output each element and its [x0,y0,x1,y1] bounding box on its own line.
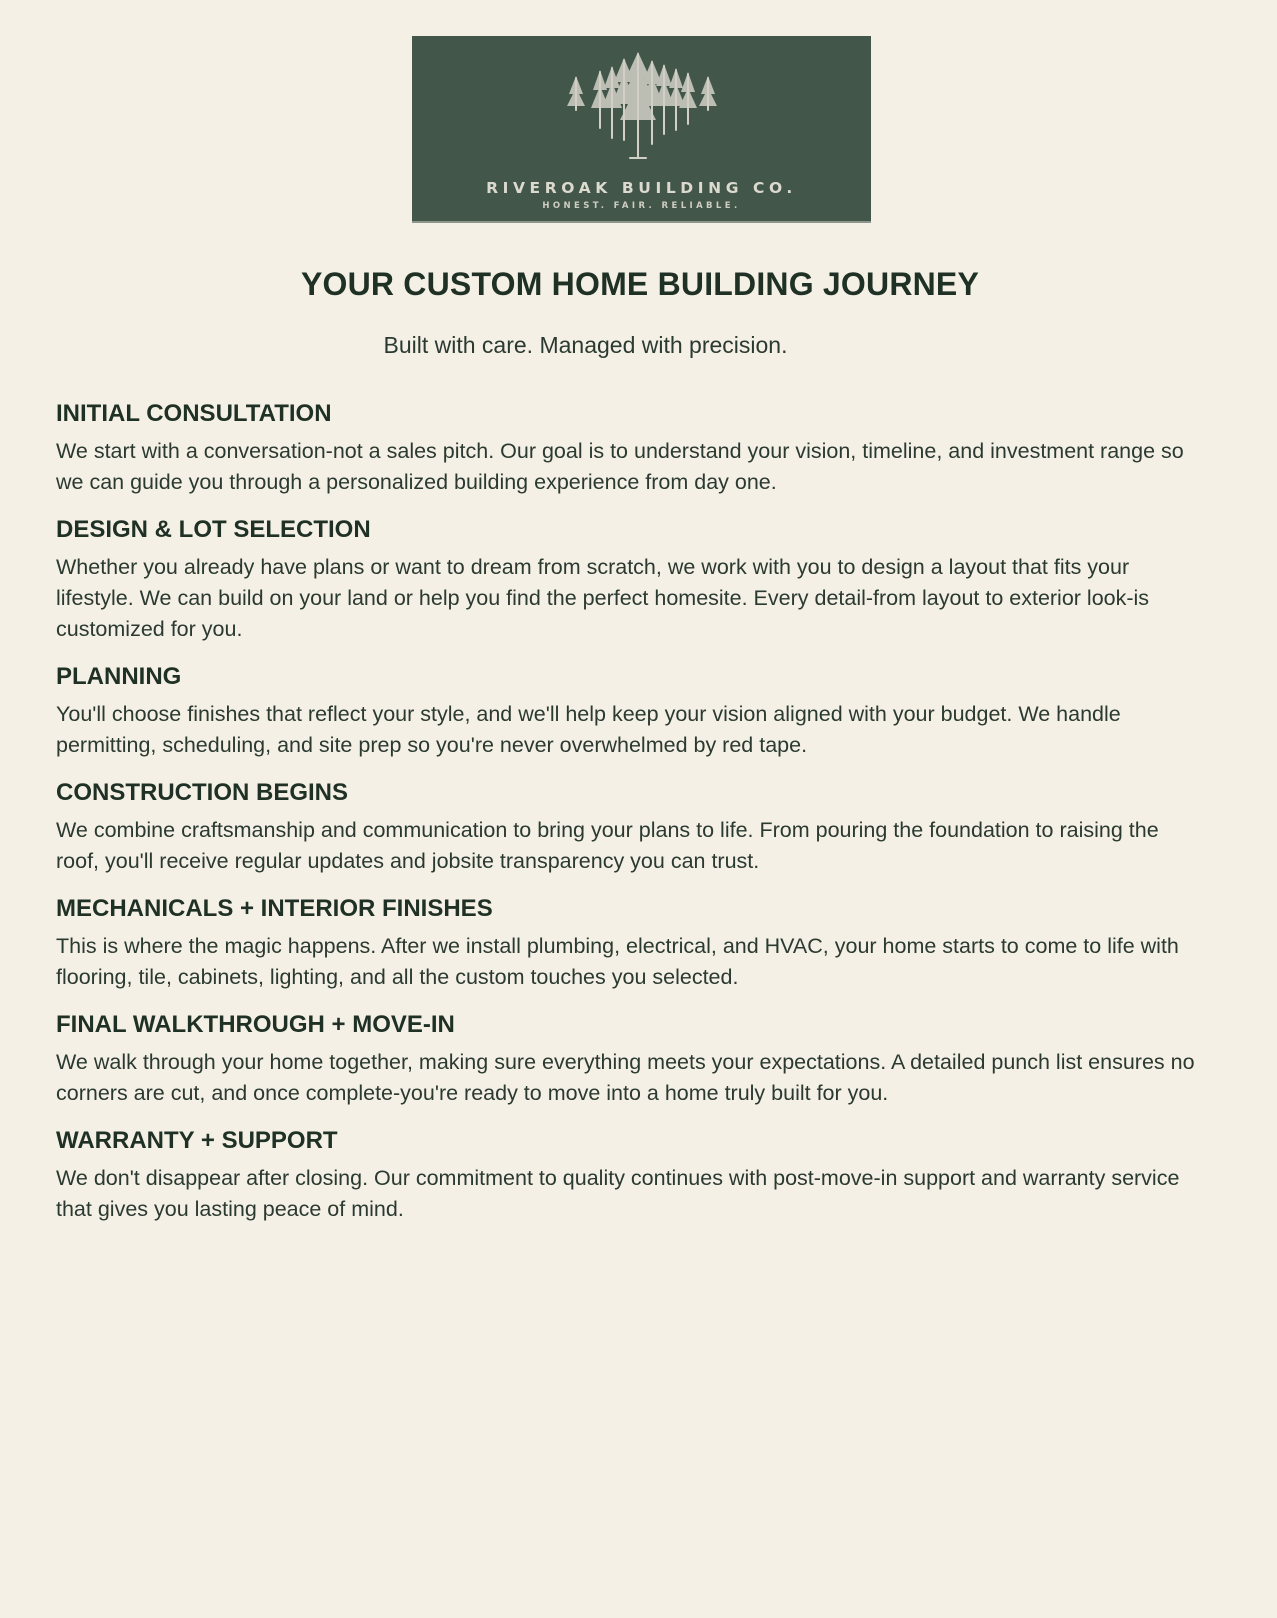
section-heading: MECHANICALS + INTERIOR FINISHES [56,895,493,922]
section-heading: WARRANTY + SUPPORT [56,1127,338,1154]
section-body: You'll choose finishes that reflect your style, and we'll help keep your vision aligned with your budget. We handle permitting, scheduling, and site prep so you're never overwhelmed by red tape. [56,702,1121,757]
company-tagline: HONEST. FAIR. RELIABLE. [542,201,741,211]
section-heading: CONSTRUCTION BEGINS [56,779,349,806]
section-warranty-support [56,1125,1206,1225]
section-body: We walk through your home together, making sure everything meets your expectations. A detailed punch list ensures no corners are cut, and once complete-you're ready to move into a home truly built for you. [56,1050,1195,1105]
journey-sections [56,398,1206,1241]
section-body: This is where the magic happens. After we install plumbing, electrical, and HVAC, your home starts to come to life with flooring, tile, cabinets, lighting, and all the custom touches you selected. [56,934,1179,989]
section-body: We combine craftsmanship and communication to bring your plans to life. From pouring the foundation to raising the roof, you'll receive regular updates and jobsite transparency you can trust. [56,818,1159,873]
section-heading: FINAL WALKTHROUGH + MOVE-IN [56,1011,455,1038]
company-logo [412,36,871,223]
pine-trees-icon [564,48,719,160]
page-title: YOUR CUSTOM HOME BUILDING JOURNEY [300,266,980,302]
section-initial-consultation [56,398,1206,498]
section-construction-begins [56,777,1206,877]
section-design-lot-selection [56,514,1206,645]
section-heading: PLANNING [56,663,182,690]
section-heading: INITIAL CONSULTATION [56,400,332,427]
section-heading: DESIGN & LOT SELECTION [56,516,371,543]
company-name: RIVEROAK BUILDING CO. [486,179,797,197]
page-subtitle: Built with care. Managed with precision. [383,332,788,358]
section-mechanicals-interior-finishes [56,893,1206,993]
section-planning [56,661,1206,761]
section-body: We start with a conversation-not a sales pitch. Our goal is to understand your vision, timeline, and investment range so we can guide you through a personalized building experience from day one. [56,439,1184,494]
section-body: Whether you already have plans or want to dream from scratch, we work with you to design a layout that fits your lifestyle. We can build on your land or help you find the perfect homesite. Every detail-from layout to exterior look-is customized for you. [56,555,1150,641]
section-body: We don't disappear after closing. Our commitment to quality continues with post-move-in support and warranty service that gives you lasting peace of mind. [56,1166,1180,1221]
section-final-walkthrough-move-in [56,1009,1206,1109]
